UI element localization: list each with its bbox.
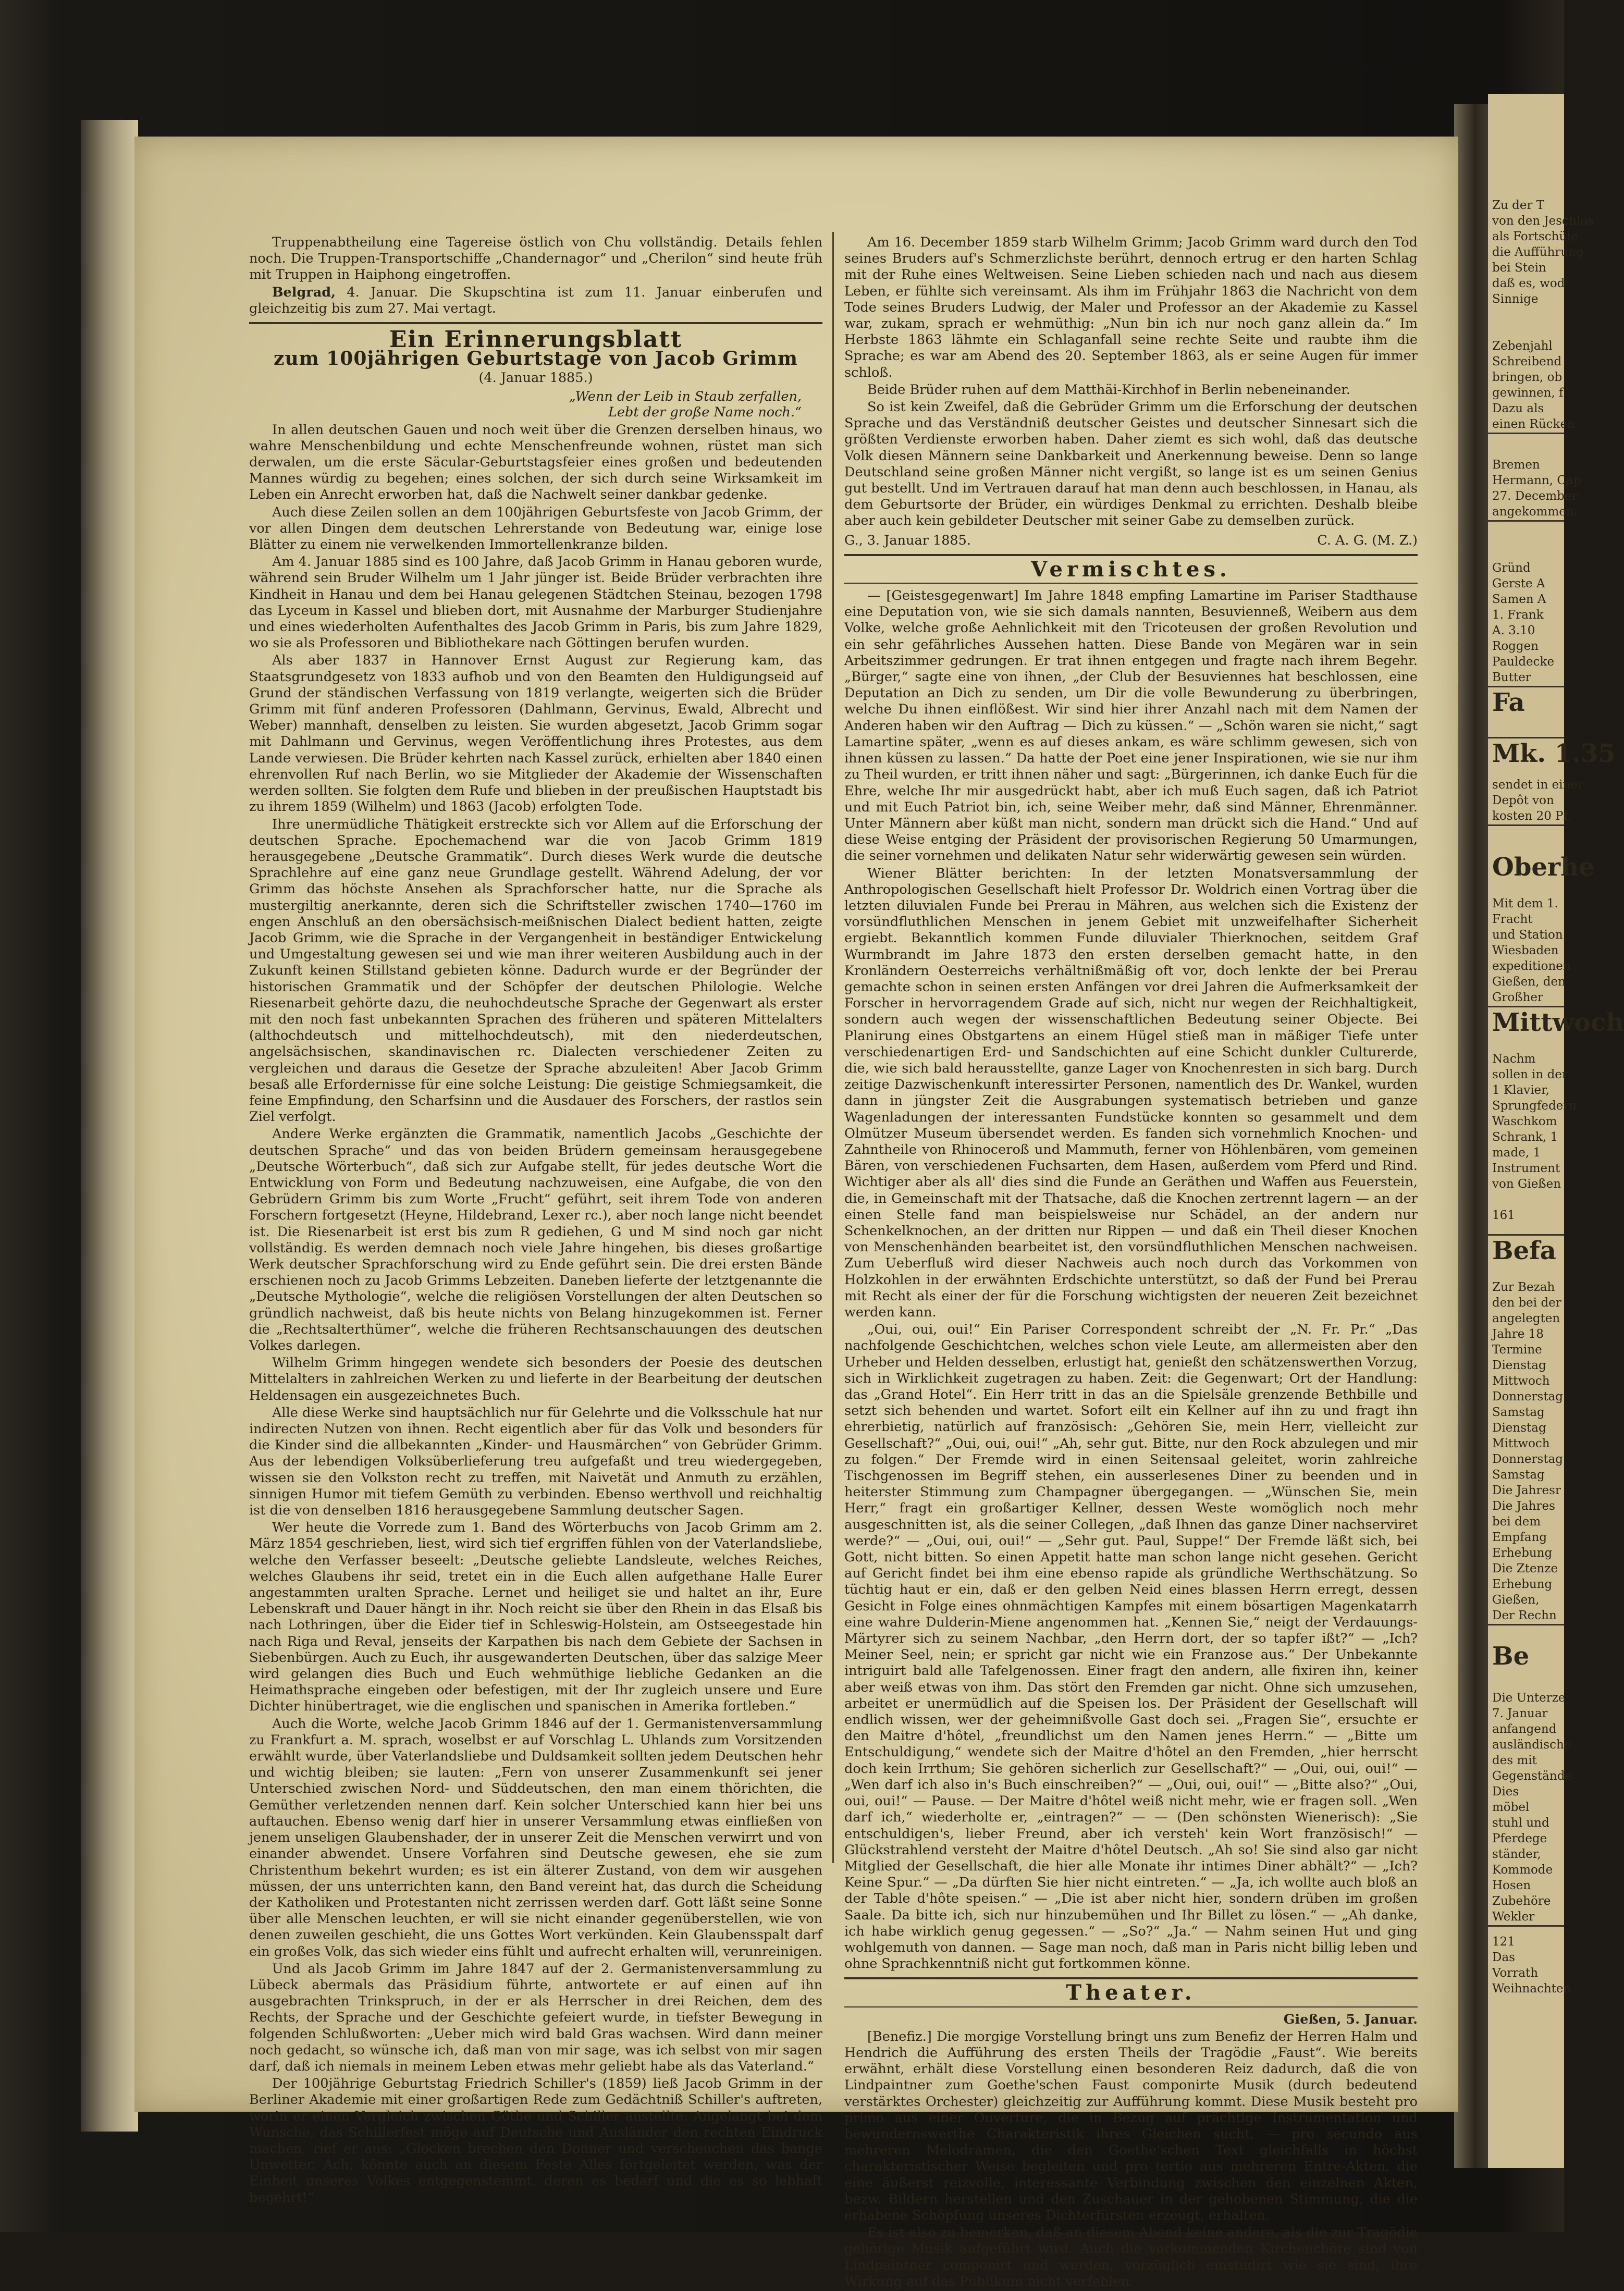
fragment-line: den bei der [1492,1296,1561,1310]
section-rule [1488,520,1564,522]
fragment-line: 1 Klavier, [1492,1083,1549,1097]
fragment-line: Donnerstag [1492,1452,1564,1466]
fragment-line: 1. Frank [1492,608,1544,622]
fragment-line: als Fortschüle [1492,230,1578,243]
fragment-line: Fracht [1492,913,1533,926]
section-rule [1488,686,1564,687]
fragment-line: Dazu als [1492,402,1544,415]
fragment-line: von Gießen [1492,1177,1561,1191]
fragment-line: Waschkom [1492,1115,1557,1128]
epigraph [249,389,802,420]
section-rule [1488,1925,1564,1927]
fragment-line: Schrank, 1 [1492,1130,1558,1144]
fragment-line: Depôt von [1492,794,1554,807]
fragment-line: des mit [1492,1754,1537,1767]
fragment-line: Gießen, den [1492,975,1566,989]
section-rule [1488,433,1564,434]
section-heading-theater: Theater. [1066,1980,1196,2005]
fragment-price: Mk. 1.35 [1492,739,1616,768]
article-paragraph: Am 16. December 1859 starb Wilhelm Grimm; Jacob Grimm ward durch den Tod seines Bruders auf's Schmerzlichste berührt, dennoch ertrug er den harten Schlag mit der Ruhe eines Weltweisen. Seine Lieben schieden nach und nach aus diesem Leben, er fühlte sich vereinsamt. Als ihm im Frühjahr 1863 die Nachricht von dem Tode seines Bruders Ludwig, der Maler und Professor an der Akademie zu Kassel war, zukam, sprach er wehmüthig: „Nun bin ich nur noch ganz allein da.“ Im Herbste 1863 lähmte ein Schlaganfall seine rechte Seite und raubte ihm die Sprache; es war am Abend des 20. September 1863, als er seine Augen für immer schloß. [844,235,1418,380]
fragment-line: 7. Januar [1492,1707,1548,1720]
section-rule [844,2006,1418,2007]
section-rule [1488,737,1564,738]
fragment-heading: Befa [1492,1236,1556,1265]
article-paragraph: Andere Werke ergänzten die Grammatik, namentlich Jacobs „Geschichte der deutschen Sprache“ und das von beiden Brüdern gemeinsam herausgegebene „Deutsche Wörterbuch“, daß sich zur Aufgabe stellt, für jedes deutsche Wort die Entwicklung von Form und Bedeutung nachzuweisen, eine Aufgabe, die von den Gebrüdern Grimm bis zum Worte „Frucht“ geführt, seit ihrem Tode von anderen Forschern fortgesetzt (Heyne, Hildebrand, Lexer rc.), aber noch lange nicht beendet ist. Die Riesenarbeit ist erst bis zum R gediehen, G und M sind noch gar nicht vollständig. Es werden demnach noch viele Jahre hingehen, bis dieses großartige Werk deutscher Sprachforschung wird zu Ende geführt sein. Die drei ersten Bände erschienen noch zu Jacob Grimms Lebzeiten. Daneben lieferte der letztgenannte die „Deutsche Mythologie“, welche die religiösen Vorstellungen der alten Deutschen so gründlich nachweist, daß bis heute nichts von Belang hinzugekommen ist. Ferner die „Rechtsalterthümer“, welche die früheren Rechtsanschauungen des deutschen Volkes darlegen. [249,1126,822,1353]
fragment-line: Hosen [1492,1879,1531,1892]
fragment-line: Jahre 18 [1492,1327,1544,1341]
fragment-line: Mittwoch [1492,1374,1550,1388]
fragment-line: Die Unterze [1492,1691,1566,1705]
vermischtes-paragraph: Wiener Blätter berichten: In der letzten Monatsversammlung der Anthropologischen Gesellschaft hielt Professor Dr. Woldrich einen Vortrag über die letzten diluvialen Funde bei Prerau in Mähren, aus welchen sich die Existenz der vorsündfluthlichen Menschen in jenem Gebiet mit unzweifelhafter Sicherheit ergiebt. Bekanntlich kommen Funde diluvialer Thierknochen, seitdem Graf Wurmbrandt im Jahre 1873 den ersten derselben gemacht hatte, in den Kronländern Oesterreichs verhältnißmäßig oft vor, doch lenkte der bei Prerau gemachte schon in seinen ersten Anfängen vor drei Jahren die Aufmerksamkeit der Forscher in hervorragendem Grade auf sich, nicht nur wegen der Reichhaltigkeit, sondern auch wegen der wissenschaftlichen Bedeutung seiner Objecte. Bei Planirung eines Obstgartens an einem Hügel stieß man in mäßiger Tiefe unter verschiedenartigen Erd- und Sandschichten auf eine Schicht dunkler Culturerde, die, wie sich bald herausstellte, ganze Lager von Knochenresten in sich barg. Durch zeitige Dazwischenkunft interessirter Personen, namentlich des Dr. Wankel, wurden dann in jüngster Zeit die Ausgrabungen systematisch betrieben und ganze Wagenladungen der interessanten Fundstücke konnten so gesammelt und dem Olmützer Museum übersendet werden. Es fanden sich vornehmlich Knochen- und Zahntheile von Rhinoceroß und Mammuth, ferner von Höhlenbären, vom gemeinen Bären, von verschiedenen Fuchsarten, dem Hasen, außerdem vom Pferd und Rind. Wichtiger aber als all' dies sind die Funde an Geräthen und Waffen aus Feuerstein, die, in Gemeinschaft mit der Thatsache, daß die Knochen zertrennt lagern — an der einen Stelle fand man beispielsweise nur Schädel, an der andern nur Schenkelknochen, an der dritten nur Rippen — und daß ein Theil dieser Knochen von Menschenhänden bearbeitet ist, den vorsündfluthlichen Menschen nachweisen. Zum Ueberfluß wird dieser Nachweis auch noch durch das Vorkommen von Holzkohlen in der erwähnten Erdschichte unterstützt, so daß der Fund bei Prerau mit Recht als einer der für die Forschung wichtigsten der neueren Zeit bezeichnet werden kann. [844,865,1418,1320]
fragment-line: Das [1492,1951,1515,1964]
fragment-line: Mit dem 1. [1492,897,1558,910]
fragment-line: made, 1 [1492,1146,1541,1160]
article-paragraph: Beide Brüder ruhen auf dem Matthäi-Kirchhof in Berlin nebeneinander. [867,381,1350,398]
article-body [249,422,822,2206]
belgrad-place: Belgrad, [272,284,336,300]
fragment-line: Erhebung [1492,1578,1553,1591]
article-subtitle: zum 100jährigen Geburtstage von Jacob Grimm [274,348,798,370]
fragment-line: bringen, ob [1492,371,1563,384]
fragment-line: Nachm [1492,1052,1536,1066]
fragment-heading: Be [1492,1642,1530,1671]
fragment-line: Zu der T [1492,199,1545,212]
fragment-line: Die Jahresr [1492,1484,1561,1497]
right-column [844,235,1418,2291]
fragment-line: 121 [1492,1935,1515,1949]
theater-body [844,2029,1418,2290]
fragment-line: Termine [1492,1343,1542,1357]
section-rule [1488,1006,1564,1007]
fragment-line: Gießen, [1492,1593,1540,1607]
fragment-line: Gerste A [1492,577,1545,590]
fragment-line: bei dem [1492,1515,1541,1529]
fragment-line: angelegten [1492,1312,1560,1325]
fragment-line: Mittwoch [1492,1437,1550,1450]
fragment-line: sendet in einer [1492,778,1583,792]
vermischtes-paragraph: „Oui, oui, oui!“ Ein Pariser Correspondent schreibt der „N. Fr. Pr.“ „Das nachfolgende Geschichtchen, welches schon viele Leute, am allermeisten aber den Urheber und Helden desselben, erlustigt hat, genießt den schätzenswerthen Vorzug, sich in Wirklichkeit zugetragen zu haben. Zeit: die Gegenwart; Ort der Handlung: das „Grand Hotel“. Ein Herr tritt in das an die Spielsäle grenzende Bethbille und setzt sich behenden und wartet. Sofort eilt ein Kellner auf ihn zu und fragt ihn ehrerbietig, natürlich auf französisch: „Gehören Sie, mein Herr, vielleicht zur Gesellschaft?“ „Oui, oui, oui!“ „Ah, sehr gut. Bitte, nur den Rock abzulegen und mir zu folgen.“ Der Fremde wird in einen Seitensaal geleitet, worin zahlreiche Tischgenossen im Begriff stehen, ein ausserlesenes Diner zu beenden und in heiterster Stimmung zum Champagner übergegangen. — „Wünschen Sie, mein Herr,“ fragt ein großartiger Kellner, dessen Weste womöglich noch mehr ausgeschnitten ist, als die seiner Collegen, „daß Ihnen das ganze Diner nachserviret werde?“ — „Oui, oui, oui!“ — „Sehr gut. Paul, Suppe!“ Der Fremde läßt sich, bei Gott, nicht bitten. So einen Appetit hatte man schon lange nicht gesehen. Gericht auf Gericht findet bei ihm eine ebenso rapide als gründliche Werthschätzung. So tüchtig haut er ein, daß er den gelben Neid eines blassen Herrn erregt, dessen Gesicht in Folge eines ohnmächtigen Kampfes mit einem bösartigen Magenkatarrh eine wahre Dulderin-Miene angenommen hat. „Kennen Sie,“ neigt der Verdauungs-Märtyrer sich zu seinem Nachbar, „den Herrn dort, der so tapfer ißt?“ — „Ich? Meiner Seel, nein; er spricht gar nicht wie ein Franzose aus.“ Der Unbekannte intriguirt bald alle Tafelgenossen. Einer fragt den andern, alle fixiren ihn, keiner aber weiß etwas von ihm. Das stört den Fremden gar nicht. Ohne sich umzusehen, arbeitet er unermüdlich auf die Speisen los. Der Präsident der Gesellschaft will endlich wissen, wer der geheimnißvolle Gast doch sei. „Fragen Sie“, ersuchte er den Maitre d'hôtel, „freundlichst um den Namen jenes Herrn.“ — „Bitte um Entschuldigung,“ wendete sich der Maitre d'hôtel an den Fremden, „hier herrscht doch kein Irrthum; Sie gehören sicherlich zur Gesellschaft?“ — „Oui, oui, oui!“ — „Wen darf ich also in's Buch einschreiben?“ — „Oui, oui, oui!“ — „Bitte also?“ „Oui, oui, oui!“ — Pause. — Der Maitre d'hôtel weiß nicht mehr, wie er fragen soll. „Wen darf ich,“ wiederholte er, „eintragen?“ — — (Den schönsten Wienerisch): „Sie entschuldigen's, lieber Freund, aber ich versteh' kein Wort französisch!“ — Glückstrahlend versteht der Maitre d'hôtel Deutsch. „Ah so! Sie sind also gar nicht Mitglied der Gesellschaft, die hier alle Monate ihr intimes Diner abhält?“ — „Ich? Keine Spur.“ — „Da dürften Sie hier nicht eintreten.“ — „Ja, ich wollte auch bloß an der Table d'hôte speisen.“ — „Die ist aber nicht hier, sondern drüben im großen Saale. Da bitte ich, sich nur hinzubemühen und Ihr Billet zu lösen.“ — „Ah danke, ich habe wirklich genug gegessen.“ — „So?“ „Ja.“ — Nahm seinen Hut und ging wohlgemuth von dannen. — Sage man noch, daß man in Paris nicht billig leben und ohne Sprachkenntniß nicht gut fortkommen könne. [844,1322,1418,1972]
fragment-line: Samen A [1492,593,1546,606]
fragment-number: 161 [1492,1209,1515,1222]
fragment-line: einen Rücken [1492,417,1575,431]
fragment-line: Dienstag [1492,1359,1546,1372]
article-title: Ein Erinnerungsblatt [389,326,683,353]
fragment-line: kosten 20 Pf. [1492,809,1571,823]
news-paragraph: Truppenabtheilung eine Tagereise östlich von Chu vollständig. Details fehlen noch. Die Truppen-Transportschiffe „Chandernagor“ und „Cherilon“ sind heute früh mit Truppen in Haiphong eingetroffen. [249,235,822,283]
article-continuation [844,235,1418,529]
fragment-line: Zebenjahl [1492,339,1553,353]
fragment-line: Bremen [1492,458,1540,472]
epigraph-line: Lebt der große Name noch.“ [608,404,802,420]
fragment-line: Schreibend [1492,355,1562,368]
belgrad-text: 4. Januar. Die Skupschtina ist zum 11. Januar einberufen und gleichzeitig bis zum 27. Mai vertagt. [249,284,822,316]
belgrad-item [249,285,822,317]
fragment-line: anfangend [1492,1722,1557,1736]
fragment-line: Butter [1492,671,1531,684]
fragment-line: Pferdege [1492,1832,1547,1845]
column-divider [832,232,834,1863]
theater-dateline: Gießen, 5. Januar. [1283,2011,1418,2027]
fragment-line: gewinnen, f [1492,386,1564,400]
epigraph-line: „Wenn der Leib in Staub zerfallen, [569,388,802,404]
fragment-line: ausländische [1492,1738,1571,1752]
section-rule [844,1977,1418,1979]
fragment-line: Großher [1492,991,1543,1004]
book-binding-edge [81,120,138,2132]
section-rule [249,322,822,324]
fragment-line: Empfang [1492,1531,1547,1544]
fragment-heading: Oberhe [1492,853,1595,882]
section-rule [1488,1234,1564,1236]
fragment-line: Wekler [1492,1910,1535,1924]
section-rule [844,554,1418,556]
fragment-line: Wiesbaden [1492,944,1559,957]
fragment-line: Zubehöre [1492,1894,1551,1908]
vermischtes-paragraph: — [Geistesgegenwart] Im Jahre 1848 empfing Lamartine im Pariser Stadthause eine Deputation von, wie sie sich damals nannten, Besuvienneß, Weibern aus dem Volke, welche große Aehnlichkeit mit den Tricoteusen der großen Revolution und ein sehr gefährliches Aussehen hatten. Diese Bande von Megären war in sein Arbeitszimmer gedrungen. Er trat ihnen entgegen und fragte nach ihrem Begehr. „Bürger,“ sagte eine von ihnen, „der Club der Besuviennes hat beschlossen, eine Deputation an Dich zu senden, um Dir die volle Bewunderung zu überbringen, welche Du ihnen einflößest. Wir sind hier ihrer Anzahl nach mit dem Namen der Anderen haben wir den Auftrag — Dich zu küssen.“ — „Schön waren sie nicht,“ sagt Lamartine später, „wenn es auf dieses ankam, es wäre schlimm gewesen, sich von ihnen küssen zu lassen.“ Da hatte der Poet eine jener Inspirationen, wie sie nur ihm zu Theil wurden, er tritt ihnen näher und sagt: „Bürgerinnen, ich danke Euch für die Ehre, welche Ihr mir ausgedrückt habt, aber ich muß Euch sagen, daß ich Patriot und mit Euch Patriot bin, ich, seine Weiber mehr, daß sind Männer, Ehrenmänner. Unter Männern aber küßt man nicht, sondern man drückt sich die Hand.“ Und auf diese Weise entging der Präsident der provisorischen Regierung 50 Umarmungen, die seiner vornehmen und delikaten Natur sehr widerwärtig gewesen sein würden. [844,588,1418,864]
article-paragraph: Wilhelm Grimm hingegen wendete sich besonders der Poesie des deutschen Mittelalters in zahlreichen Werken zu und lieferte in der Bearbeitung der deutschen Heldensagen ein ausgezeichnetes Buch. [249,1355,822,1403]
fragment-line: Instrument [1492,1162,1560,1175]
fragment-line: Donnerstag [1492,1390,1564,1403]
section-rule [1488,1624,1564,1625]
article-paragraph: Und als Jacob Grimm im Jahre 1847 auf der 2. Germanistenversammlung zu Lübeck abermals das Präsidium führte, antwortete er auf einen auf ihn ausgebrachten Trinkspruch, in der er als Herrscher in drei Reichen, dem des Rechts, der Sprache und der Geschichte gefeiert wurde, in tiefster Bewegung in folgenden Schlußworten: „Ueber mich wird bald Gras wachsen. Wird dann meiner noch gedacht, so wünsche ich, daß man von mir sage, was ich selbst von mir sagen darf, daß ich niemals in meinem Leben etwas mehr geliebt habe als das Vaterland.“ [249,1961,822,2074]
fragment-line: Dienstag [1492,1421,1546,1435]
theater-paragraph: Es ist also zu bemerken, daß an diesem Abend keine andere, als die zur Tragödie gehörige Musik aufgeführt wird. Auch die vorkommenden Kirchenchöre sind von Lindpaintner componirt und werden, vorzüglich einstudirt wie sie sind, ihre Wirkung auf das Publikum nicht verfehlen. [844,2225,1418,2289]
fragment-line: stuhl und [1492,1816,1549,1830]
article-paragraph: Wer heute die Vorrede zum 1. Band des Wörterbuchs von Jacob Grimm am 2. März 1854 geschrieben, liest, wird sich tief ergriffen fühlen von der Vaterlandsliebe, welche den Verfasser beseelt: „Deutsche geliebte Landsleute, welches Reiches, welches Glaubens ihr seid, tretet ein in die Euch allen aufgethane Halle Eurer angestammten uralten Sprache. Lernet und heiliget sie und haltet an ihr, Eure Lebenskraft und Dauer hängt in ihr. Noch reicht sie über den Rhein in das Elsaß bis nach Lothringen, über die Eider tief in Schleswig-Holstein, am Ostseegestade hin nach Riga und Reval, jenseits der Karpathen bis nach dem Gebiete der Sachsen in Siebenbürgen. Auch zu Euch, ihr ausgewanderten Deutschen, über das salzige Meer wird gelangen dies Buch und Euch wehmüthige liebliche Gedanken an die Heimathsprache eingeben oder befestigen, mit der Ihr zugleich unsere und Eure Dichter hinübertraget, wie die englischen und spanischen in Amerika fortleben.“ [249,1520,822,1715]
fragment-line: von den Jeschlos [1492,214,1594,228]
fragment-line: Gründ [1492,561,1531,575]
fragment-line: und Station [1492,928,1563,942]
fragment-line: bei Stein [1492,261,1546,275]
fragment-line: daß es, wod [1492,277,1565,290]
fragment-line: Roggen [1492,639,1539,653]
fragment-line: sollen in der [1492,1068,1568,1081]
fragment-line: Samstag [1492,1468,1545,1482]
article-paragraph: In allen deutschen Gauen und noch weit über die Grenzen derselben hinaus, wo wahre Menschenbildung und echte Menschenfreunde wohnen, rüstet man sich derwalen, um die erste Säcular-Geburtstagsfeier eines großen und bedeutenden Mannes würdig zu begehen; eines solchen, der sich durch seine Wirksamkeit im Leben ein Anrecht erworben hat, daß die Nachwelt seiner dankbar gedenke. [249,422,822,503]
news-intro [249,235,822,284]
fragment-line: Pauldecke [1492,655,1555,669]
section-heading-vermischtes: Vermischtes. [1031,557,1231,582]
section-rule [844,583,1418,584]
fragment-line: Kommode [1492,1863,1553,1877]
fragment-line: Der Rechn [1492,1609,1557,1622]
article-paragraph: Am 4. Januar 1885 sind es 100 Jahre, daß Jacob Grimm in Hanau geboren wurde, während sein Bruder Wilhelm um 1 Jahr jünger ist. Beide Brüder verbrachten ihre Kindheit in Hanau und dem bei Hanau gelegenen Städtchen Steinau, bezogen 1798 das Lyceum in Kassel und blieben dort, mit Ausnahme der Marburger Studienjahre und eines wiederholten Aufenthaltes des Jacob Grimm in Paris, bis zum Jahre 1829, wo sie als Professoren und Bibliothekare nach Göttingen berufen wurden. [249,554,822,651]
fragment-line: Die Jahres [1492,1499,1555,1513]
fragment-line: Die Ztenze [1492,1562,1558,1575]
fragment-line: Sinnige [1492,292,1539,306]
fragment-line: Dies [1492,1785,1519,1799]
theater-paragraph: [Benefiz.] Die morgige Vorstellung bringt uns zum Benefiz der Herren Halm und Hendrich die Aufführung des ersten Theils der Tragödie „Faust“. Wie bereits erwähnt, erhält diese Vorstellung einen besonderen Reiz dadurch, daß die von Lindpaintner zum Goethe'schen Faust componirte Musik (durch bedeutend verstärktes Orchester) gleichzeitig zur Aufführung kommt. Diese Musik besteht pro primo aus einer Ouverture, die in Bezug auf prächtige Instrumentation und bewundernswerthe Charakteristik ihres Gleichen sucht, — pro secundo aus mehreren Melodramen, die den Goethe'schen Text gleichfalls in höchst charakteristischer Weise begleiten und pro tertio aus mehreren Entre-Akten, die eine äußerst reizvolle, interessante Verbindung zwischen den einzelnen Akten, bezw. Bildern herstellen und den Zuschauer in der gehobenen Stimmung, die die erhabene Schöpfung unseres Dichterfürsten erzeugt, erhalten. [844,2028,1418,2223]
section-rule [1488,824,1564,826]
vermischtes-body [844,588,1418,1972]
article-paragraph: Als aber 1837 in Hannover Ernst August zur Regierung kam, das Staatsgrundgesetz von 1833 aufhob und von den Beamten den Huldigungseid auf Grund der ständischen Verfassung von 1819 verlangte, weigerten sich die Brüder Grimm mit fünf anderen Professoren (Dahlmann, Gervinus, Ewald, Albrecht und Weber) mannhaft, denselben zu leisten. Sie wurden abgesetzt, Jacob Grimm sogar mit Dahlmann und Gervinus, wegen Veröffentlichung ihres Protestes, aus dem Lande verwiesen. Die Brüder kehrten nach Kassel zurück, erhielten aber 1840 einen ehrenvollen Ruf nach Berlin, wo sie Mitglieder der Akademie der Wissenschaften werden sollten. Sie folgten dem Rufe und blieben in der preußischen Hauptstadt bis zu ihrem 1859 (Wilhelm) und 1863 (Jacob) erfolgten Tode. [249,652,822,815]
fragment-line: 27. December [1492,489,1578,503]
article-paragraph: Auch die Worte, welche Jacob Grimm 1846 auf der 1. Germanistenversammlung zu Frankfurt a. M. sprach, woselbst er auf Vorschlag L. Uhlands zum Vorsitzenden erwählt wurde, über Vaterlandsliebe und Duldsamkeit sollten jedem Deutschen hehr und wichtig bleiben; sie lauten: „Fern von unserer Zusammenkunft sei jener Unterschied zwischen Nord- und Süddeutschen, den man einem thörichten, die Gemüther verletzenden nennen darf. Kein solcher Unterschied kann hier bei uns auftauchen. Ebenso wenig darf hier in unserer Versammlung etwas einfließen von jenem unseligen Glaubenshader, der in unserer Zeit die Menschen verwirrt und von einander abwendet. Unsere Vorfahren sind Deutsche gewesen, ehe sie zum Christenthum bekehrt wurden; es ist ein älterer Zustand, von dem wir ausgehen müssen, der uns unterrichten kann, den Band vereint hat, das durch die Scheidung der Katholiken und Protestanten nicht zerrissen werden darf. Gott läßt seine Sonne über alle Menschen leuchten, er will sie nicht einander gegenüberstellen, wie von denen zuweilen geschieht, die uns Gottes Wort verkünden. Kein Glaubensspalt darf ein großes Volk, das sich wieder eins fühlt und aufrecht erhalten will, verunreinigen. [249,1716,823,1960]
fragment-heading: Mittwoch [1492,1008,1624,1037]
signature-initials: C. A. G. (M. Z.) [1317,532,1418,548]
article-paragraph: So ist kein Zweifel, daß die Gebrüder Grimm um die Erforschung der deutschen Sprache und das Verständniß deutscher Geistes und deutscher Sinnesart sich die größten Verdienste erworben haben. Daher ziemt es sich wohl, daß das deutsche Volk diesen Männern seine Dankbarkeit und Anerkennung beweise. Denn so lange Deutschland seine großen Männer nicht vergißt, so lange ist es um seinen Genius gut bestellt. Und im Vertrauen darauf hat man denn auch beschlossen, in Hanau, als dem Geburtsorte der Brüder, ein würdiges Denkmal zu errichten. Deshalb bleibe aber auch kein gebildeter Deutscher mit seiner Gabe zu demselben zurück. [844,399,1418,529]
fragment-line: angekommen. [1492,505,1578,519]
article-paragraph: Ihre unermüdliche Thätigkeit erstreckte sich vor Allem auf die Erforschung der deutschen Sprache. Epochemachend war die von Jacob Grimm 1819 herausgegebene „Deutsche Grammatik“. Durch dieses Werk wurde die deutsche Sprachlehre auf eine ganz neue Grundlage gestellt. Während Adelung, der vor Grimm das höchste Ansehen als Sprachforscher hatte, nur die Sprache als mustergiltig anerkannte, deren sich die Schriftsteller zwischen 1740—1760 im engen Anschluß an den obersächsisch-meißnischen Dialect bedient hatten, zeigte Jacob Grimm, wie die Sprache in der Vergangenheit in beständiger Entwickelung und Umgestaltung gewesen sei und wie man ihrer weiteren Ausbildung auch in der Zukunft keinen Stillstand gebieten könne. Dadurch wurde er der Begründer der historischen Grammatik und der Schöpfer der deutschen Philologie. Welche Riesenarbeit gehörte dazu, die neuhochdeutsche Sprache der Gegenwart als erster mit den noch fast unbekannten Sprachen des früheren und späteren Mittelalters (althochdeutsch und mittelhochdeutsch), mit den niederdeutschen, angelsächsischen, skandinavischen rc. Dialecten verschiedener Zeiten zu vergleichen und daraus die Gesetze der Sprache abzuleiten! Aber Jacob Grimm besaß alle Erfordernisse für eine solche Leistung: Die geistige Schmiegsamkeit, die feine Empfindung, den Scharfsinn und die Ausdauer des Forschers, der rastlos sein Ziel verfolgt. [249,816,822,1125]
fragment-line: Weihnachten [1492,1982,1571,1996]
fragment-line: Hermann, Cap [1492,474,1581,487]
adjacent-page-fragment [1488,94,1624,2168]
article-paragraph: Der 100jährige Geburtstag Friedrich Schiller's (1859) ließ Jacob Grimm in der Berliner Akademie mit einer großartigen Rede zum Gedächtniß Schiller's auftreten, worin er einen Vergleich zwischen Göthe und Schiller anstellte. Angelangt bei dem Wunsche, das Schillerfest möge auf Deutsche und Ausländer den rechten Eindruck machen, rief er aus: „Glocken brechen den Donner und verscheuchen das bange Unwetter. Ach, könnte auch an diesem Feste Alles fortgeleitet werden, was der Einheit unseres Volkes entgegenstemmt, deren es bedarf und die es so lebhaft begehrt!“ [249,2076,822,2206]
fragment-line: die Aufführung [1492,245,1584,259]
left-column [249,235,822,2207]
fragment-line: Erhebung [1492,1546,1553,1560]
fragment-line: expeditionen [1492,959,1571,973]
article-signature [844,533,1418,549]
fragment-line: Vorrath [1492,1966,1539,1980]
fragment-line: möbel [1492,1801,1530,1814]
article-paragraph: Alle diese Werke sind hauptsächlich nur für Gelehrte und die Volksschule hat nur indirecten Nutzen von ihnen. Recht eigentlich aber für das Volk und besonders für die Kinder sind die allbekannten „Kinder- und Hausmärchen“ von Gebrüder Grimm. Aus der lebendigen Volksüberlieferung treu aufgefaßt und treu wiedergegeben, wissen sie den Volkston recht zu treffen, mit Naivetät und Anmuth zu erzählen, sinnigen Humor mit tiefem Gemüth zu verbinden. Ebenso werthvoll und reichhaltig ist die von denselben 1816 herausgegebene Sammlung deutscher Sagen. [249,1405,822,1519]
article-date: (4. Januar 1885.) [478,370,593,386]
fragment-line: Sprungfedern [1492,1099,1577,1113]
fragment-line: A. 3.10 [1492,624,1535,637]
signature-place-date: G., 3. Januar 1885. [844,532,971,548]
fragment-line: Gegenstände [1492,1769,1572,1783]
fragment-line: Zur Bezah [1492,1280,1555,1294]
fragment-heading: Fa [1492,688,1525,717]
fragment-line: ständer, [1492,1847,1541,1861]
article-paragraph: Auch diese Zeilen sollen an dem 100jährigen Geburtsfeste von Jacob Grimm, der vor allen Dingen dem deutschen Lehrerstande von Bedeutung war, einige lose Blätter zu einem nie verwelkenden Immortellenkranze bilden. [249,504,822,553]
fragment-line: Samstag [1492,1406,1545,1419]
